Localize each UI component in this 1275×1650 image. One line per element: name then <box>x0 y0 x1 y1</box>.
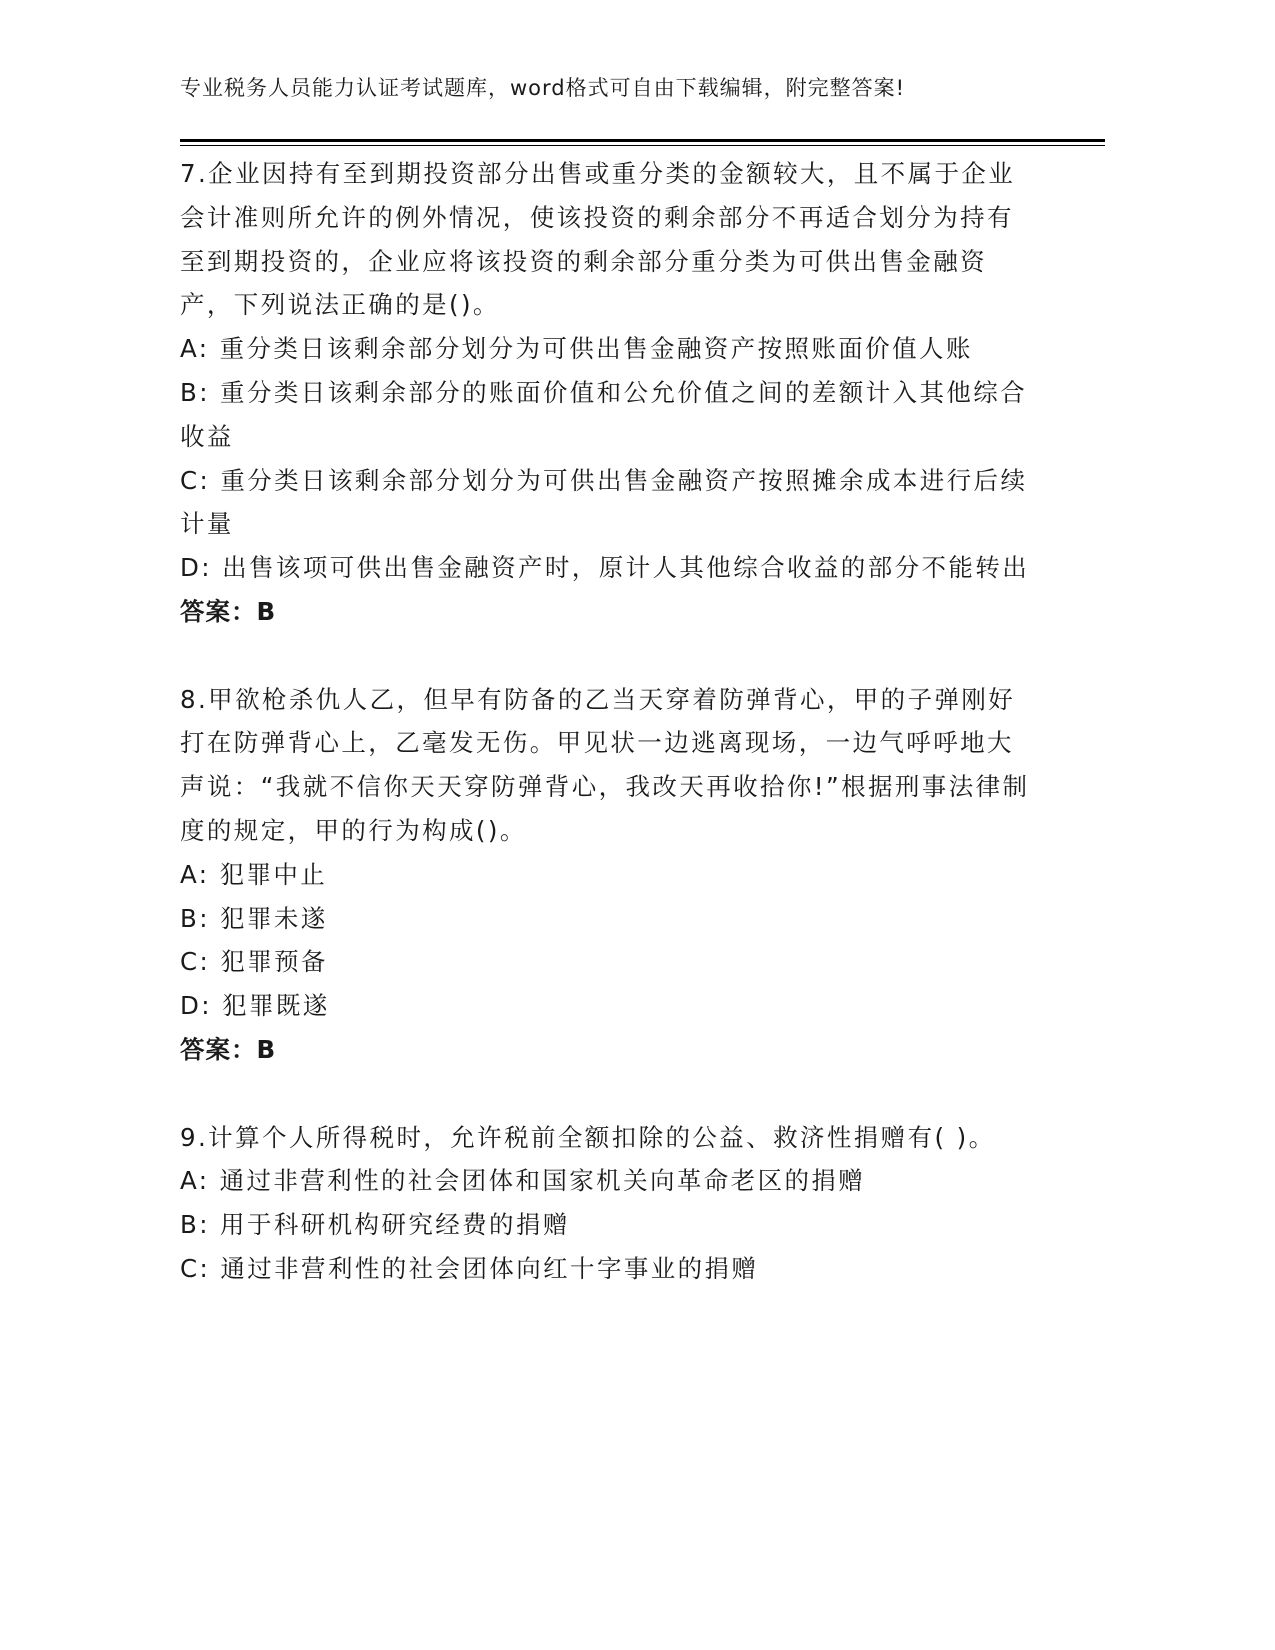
option-b: B: 用于科研机构研究经费的捐赠 <box>180 1210 570 1240</box>
header-rule-thin <box>180 145 1105 146</box>
option-a: A: 犯罪中止 <box>180 859 328 889</box>
answer: 答案：B <box>180 596 277 626</box>
option-c: C: 犯罪预备 <box>180 947 328 977</box>
option-c: C: 通过非营利性的社会团体向红十字事业的捐赠 <box>180 1253 759 1283</box>
option-b: B: 重分类日该剩余部分的账面价值和公允价值之间的差额计入其他综合收益 <box>180 377 1028 451</box>
answer: 答案：B <box>180 1034 277 1064</box>
option-a: A: 通过非营利性的社会团体和国家机关向革命老区的捐赠 <box>180 1166 866 1196</box>
question-9 <box>180 1116 1040 1291</box>
option-b: B: 犯罪未遂 <box>180 903 328 933</box>
question-8 <box>180 678 1040 1072</box>
question-stem: 8.甲欲枪杀仇人乙，但早有防备的乙当天穿着防弹背心，甲的子弹刚好打在防弹背心上，乙毫发无伤。甲见状一边逃离现场，一边气呼呼地大声说：“我就不信你天天穿防弹背心，我改天再收拾你!”根据刑事法律制度的规定，甲的行为构成()。 <box>180 684 1030 845</box>
option-c: C: 重分类日该剩余部分划分为可供出售金融资产按照摊余成本进行后续计量 <box>180 465 1028 539</box>
option-a: A: 重分类日该剩余部分划分为可供出售金融资产按照账面价值人账 <box>180 334 973 364</box>
question-7 <box>180 152 1040 634</box>
option-d: D: 出售该项可供出售金融资产时，原计人其他综合收益的部分不能转出 <box>180 553 1030 583</box>
document-header: 专业税务人员能力认证考试题库，word格式可自由下载编辑，附完整答案! <box>180 76 906 100</box>
question-list <box>180 152 1040 1335</box>
option-d: D: 犯罪既遂 <box>180 991 330 1021</box>
header-rule-thick <box>180 139 1105 142</box>
question-stem: 9.计算个人所得税时，允许税前全额扣除的公益、救济性捐赠有( )。 <box>180 1122 996 1152</box>
question-stem: 7.企业因持有至到期投资部分出售或重分类的金额较大，且不属于企业会计准则所允许的例外情况，使该投资的剩余部分不再适合划分为持有至到期投资的，企业应将该投资的剩余部分重分类为可供出售金融资产，下列说法正确的是()。 <box>180 159 1016 320</box>
